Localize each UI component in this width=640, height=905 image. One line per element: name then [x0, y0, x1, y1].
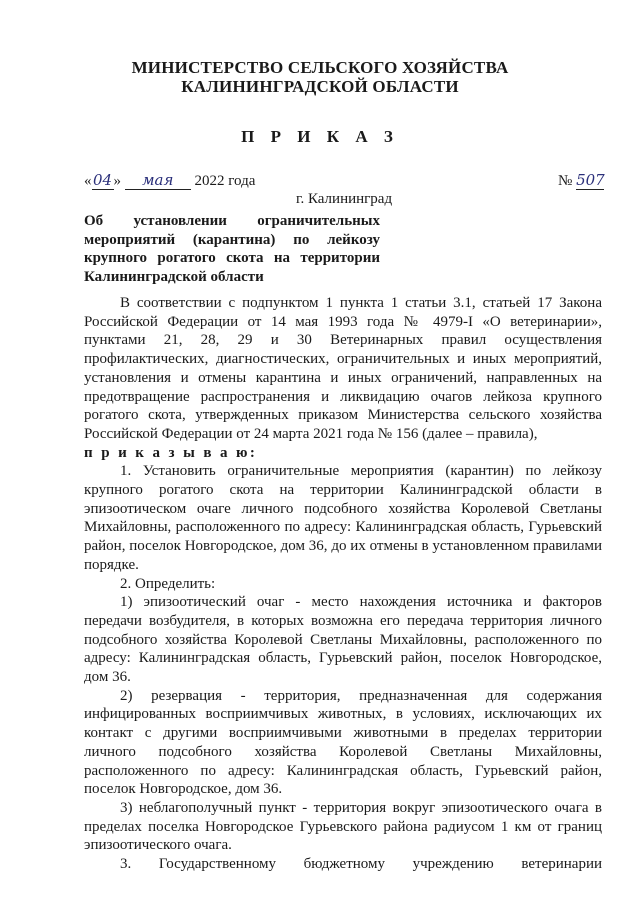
item-3: 3. Государственному бюджетному учреждению ветеринарии: [120, 856, 602, 873]
ministry-line-1: МИНИСТЕРСТВО СЕЛЬСКОГО ХОЗЯЙСТВА: [131, 58, 509, 77]
item-2-1: 1) эпизоотический очаг - место нахождения источника и факторов передачи возбудителя, в которых возможна его передача территория личного подсобного хозяйства Королевой Светланы Михайловны, расположенного по адресу: Калининградская область, Гурьевский район, поселок Новгородское, дом 36.: [84, 594, 602, 686]
date-day: 04: [92, 171, 113, 189]
ministry-name: [0, 58, 640, 96]
preamble: В соответствии с подпунктом 1 пункта 1 статьи 3.1, статьей 17 Закона Российской Федерации от 14 мая 1993 года № 4979-I «О ветеринарии», пунктами 21, 28, 29 и 30 Ветеринарных правил осуществления профилактических, диагностических, ограничительных и иных мероприятий, установления и отмены карантина и иных ограничений, направленных на предотвращение распространения и ликвидацию очагов лейкоза крупного рогатого скота, утвержденных приказом Министерства сельского хозяйства Российской Федерации от 24 марта 2021 года № 156 (далее – правила),: [84, 295, 602, 442]
document-type: П Р И К А З: [241, 127, 399, 146]
date-month: мая: [125, 171, 191, 190]
date-year: 2022 года: [194, 173, 256, 189]
ministry-line-2: КАЛИНИНГРАДСКОЙ ОБЛАСТИ: [181, 77, 459, 96]
item-2-2: 2) резервация - территория, предназначенная для содержания инфицированных восприимчивых животных, в условиях, исключающих их контакт с другими восприимчивыми животными в пределах территории личного подсобного хозяйства Королевой Светланы Михайловны, расположенного по адресу: Калининградская область, Гурьевский район, поселок Новгородское, дом 36.: [84, 687, 602, 798]
city: г. Калининград: [296, 191, 393, 207]
title-line-1: Об установлении ограничительных: [84, 213, 380, 229]
number-value: 507: [576, 171, 605, 189]
order-date: [84, 171, 255, 190]
title-line-4: Калининградской области: [84, 269, 264, 286]
quote-open: «: [84, 173, 92, 189]
title-line-3: крупного рогатого скота на территории: [84, 250, 380, 267]
item-1: 1. Установить ограничительные мероприятия (карантин) по лейкозу крупного рогатого скота на территории Калининградской области в эпизоотическом очаге личного подсобного хозяйства Королевой Светланы Михайловны, расположенного по адресу: Калининградская область, Гурьевский район, поселок Новгородское, дом 36, до их отмены в установленном правилами порядке.: [84, 463, 602, 573]
order-body: [84, 294, 602, 874]
item-2-3: 3) неблагополучный пункт - территория вокруг эпизоотического очага в пределах поселка Новгородское Гурьевского района радиусом 1 км от границ эпизоотического очага.: [84, 799, 602, 854]
order-word: п р и к а з ы в а ю:: [84, 444, 258, 461]
title-line-2: мероприятий (карантина) по лейкозу: [84, 231, 380, 248]
item-2: 2. Определить:: [120, 575, 216, 592]
order-title: [84, 212, 380, 287]
order-number: [558, 171, 604, 190]
number-prefix: №: [558, 173, 573, 189]
quote-close: »: [113, 173, 121, 189]
